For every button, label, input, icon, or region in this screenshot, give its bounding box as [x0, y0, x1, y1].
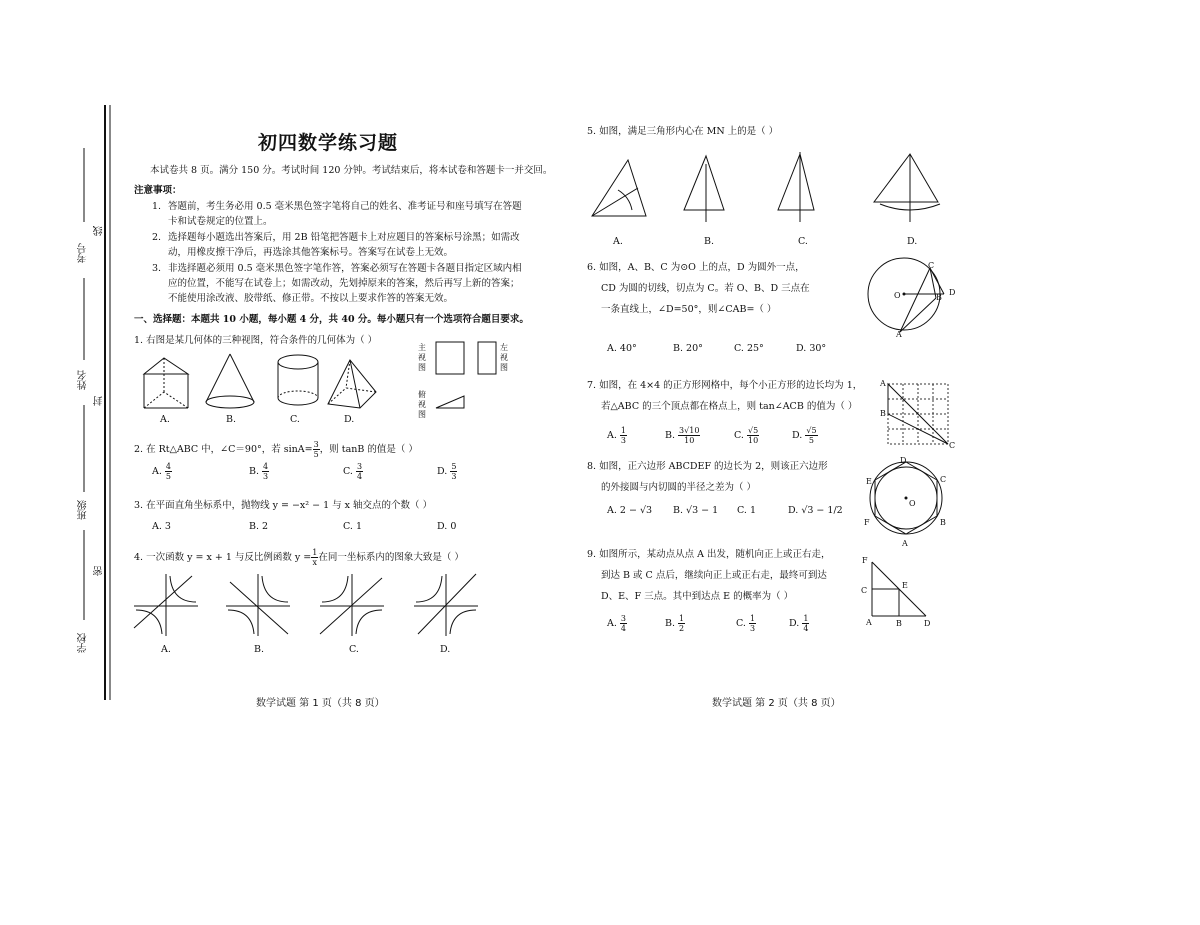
q7-option-c-num: √5: [747, 426, 759, 435]
q2-option-a-num: 4: [165, 462, 172, 471]
q5-option-c: C.: [798, 236, 808, 247]
q3-option-d: D. 0: [437, 521, 457, 532]
q2-option-d: [437, 462, 457, 481]
q2-option-b-fraction: [262, 462, 269, 481]
q2-option-b-den: 3: [263, 472, 269, 481]
q6-label-a: A: [896, 330, 902, 339]
binding-char-seal: 封: [94, 396, 105, 406]
q2-option-d-den: 3: [451, 472, 457, 481]
q8-hexagon-figure: [868, 458, 948, 538]
footer-page-2: 数学试题 第 2 页（共 8 页）: [712, 698, 841, 709]
note-2-line2: 动，用橡皮擦干净后，再选涂其他答案标号。答案写在试卷上无效。: [168, 247, 454, 258]
q1-stem: 1. 右图是某几何体的三种视图，符合条件的几何体为（ ）: [134, 335, 378, 346]
q8-label-d: D: [900, 456, 907, 465]
q9-option-a-den: 4: [620, 624, 627, 633]
q2-stem-a: 2. 在 Rt△ABC 中，∠C＝90°，若 sinA=: [134, 444, 313, 455]
q4-frac-numerator: 1: [312, 548, 318, 557]
q7-option-a-fraction: [620, 426, 627, 445]
q9-option-c: [736, 614, 756, 633]
q8-label-e: E: [866, 477, 872, 486]
q7-option-b-fraction: [678, 426, 700, 445]
q7-option-b-den: 10: [684, 436, 695, 445]
q9-option-d-label: D.: [789, 618, 800, 629]
q4-graph-a: [134, 574, 198, 636]
q9-line-1: 9. 如图所示，某动点从点 A 出发，随机向正上或正右走，: [587, 549, 831, 560]
q7-option-d-num: √5: [806, 426, 817, 435]
q7-option-d-label: D.: [792, 430, 803, 441]
q4-option-c: C.: [349, 644, 359, 655]
q5-stem: 5. 如图，满足三角形内心在 MN 上的是（ ）: [587, 126, 779, 137]
q9-option-a-num: 3: [620, 614, 627, 623]
q9-line-3: D、E、F 三点。其中到达点 E 的概率为（ ）: [601, 591, 794, 602]
q5-figure-b: [684, 156, 724, 222]
q2-option-b-num: 4: [263, 462, 269, 471]
q9-label-c: C: [861, 586, 868, 595]
q3-option-b: B. 2: [249, 521, 269, 532]
q6-line-2: CD 为圆的切线，切点为 C。若 O、B、D 三点在: [601, 283, 810, 294]
q5-figure-c: [778, 152, 814, 222]
q1-front-view-label: 主视图: [418, 343, 426, 372]
q5-figure-a: [592, 160, 646, 216]
q9-option-b-den: 2: [679, 624, 685, 633]
q6-line-1: 6. 如图，A、B、C 为⊙O 上的点，D 为圆外一点，: [587, 262, 805, 273]
q2-frac-numerator: 3: [313, 440, 319, 449]
q9-option-d-fraction: [802, 614, 809, 633]
q9-option-a-label: A.: [607, 618, 617, 629]
q9-option-d-den: 4: [803, 624, 809, 633]
q9-option-c-num: 1: [749, 614, 756, 623]
q9-label-f: F: [862, 556, 868, 565]
page-title: 初四数学练习题: [258, 132, 399, 154]
q8-option-d: D. √3 − 1/2: [788, 505, 843, 516]
q9-option-a-fraction: [620, 614, 627, 633]
binding-char-line: 线: [94, 226, 105, 236]
q7-label-a: A: [880, 379, 886, 388]
note-1-line1: 答题前，考生务必用 0.5 毫米黑色签字笔将自己的姓名、准考证号和座号填写在答题: [168, 201, 522, 212]
q2-option-a-den: 5: [165, 472, 172, 481]
q9-path-figure: [866, 556, 936, 622]
q5-triangles-figure: [588, 146, 958, 228]
note-3-line1: 非选择题必须用 0.5 毫米黑色签字笔作答，答案必须写在答题卡各题目指定区域内相: [168, 263, 522, 274]
q7-option-b-label: B.: [665, 430, 676, 441]
q8-line-2: 的外接圆与内切圆的半径之差为（ ）: [601, 482, 757, 493]
q2-option-b: [249, 462, 269, 481]
q2-option-a-fraction: [165, 462, 172, 481]
q9-option-d-num: 1: [803, 614, 809, 623]
q9-option-b: [665, 614, 685, 633]
q2-option-c-label: C.: [343, 466, 353, 477]
q2-stem: [134, 440, 418, 459]
q2-option-c: [343, 462, 363, 481]
name-label: 姓名: [78, 370, 89, 390]
q7-option-b: [665, 426, 700, 445]
note-1-num: 1.: [152, 201, 162, 212]
q8-option-a: A. 2 − √3: [607, 505, 653, 516]
q9-label-a: A: [866, 618, 872, 627]
school-label: 学校: [78, 633, 89, 653]
q8-label-c: C: [940, 475, 947, 484]
q3-stem: 3. 在平面直角坐标系中，抛物线 y = −x² − 1 与 x 轴交点的个数（ ）: [134, 500, 433, 511]
q8-label-o: O: [909, 499, 916, 508]
q6-option-c: C. 25°: [734, 343, 764, 354]
q7-option-a-label: A.: [607, 430, 617, 441]
q8-label-f: F: [864, 518, 870, 527]
q2-option-d-label: D.: [437, 466, 448, 477]
q1-solids-figure: [138, 352, 378, 414]
q9-label-d: D: [924, 619, 931, 628]
q6-option-a: A. 40°: [607, 343, 637, 354]
q7-option-a-den: 3: [620, 436, 627, 445]
exam-number-label: 考号: [78, 243, 89, 263]
q6-option-b: B. 20°: [673, 343, 703, 354]
q2-option-a: [152, 462, 172, 481]
notes-heading: 注意事项：: [134, 185, 182, 196]
q7-option-c: [734, 426, 759, 445]
q7-option-a-num: 1: [620, 426, 627, 435]
note-3-line2: 应的位置，不能写在试卷上；如需改动，先划掉原来的答案，然后再写上新的答案；: [168, 278, 520, 289]
q5-figure-d: [874, 154, 940, 222]
q4-stem: [134, 548, 464, 567]
q7-option-d: [792, 426, 818, 445]
footer-page-1: 数学试题 第 1 页（共 8 页）: [256, 698, 385, 709]
q8-label-b: B: [940, 518, 946, 527]
q7-label-b: B: [880, 409, 886, 418]
q8-option-c: C. 1: [737, 505, 757, 516]
q6-option-d: D. 30°: [796, 343, 827, 354]
q6-line-3: 一条直线上，∠D=50°，则∠CAB=（ ）: [601, 304, 777, 315]
q7-option-c-fraction: [747, 426, 759, 445]
note-3-line3: 不能使用涂改液、胶带纸、修正带。不按以上要求作答的答案无效。: [168, 293, 454, 304]
q9-option-c-fraction: [749, 614, 756, 633]
q4-stem-a: 4. 一次函数 y = x + 1 与反比例函数 y =: [134, 552, 312, 563]
exam-intro: 本试卷共 8 页。满分 150 分。考试时间 120 分钟。考试结束后，将本试卷和答题卡一并交回。: [150, 165, 553, 176]
q3-option-a: A. 3: [152, 521, 171, 532]
q9-option-c-label: C.: [736, 618, 746, 629]
q4-stem-b: 在同一坐标系内的图象大致是（ ）: [318, 552, 464, 563]
q7-option-d-fraction: [805, 426, 817, 445]
q2-stem-b: ，则 tanB 的值是（ ）: [319, 444, 418, 455]
q4-option-d: D.: [440, 644, 451, 655]
q1-option-c: C.: [290, 414, 300, 425]
q8-option-b: B. √3 − 1: [673, 505, 719, 516]
q1-option-d: D.: [344, 414, 355, 425]
q2-option-c-fraction: [356, 462, 363, 481]
q4-graphs-figure: [132, 572, 492, 638]
q6-label-o: O: [894, 291, 901, 300]
q3-option-c: C. 1: [343, 521, 363, 532]
q7-option-b-num: 3√10: [679, 426, 700, 435]
q5-option-d: D.: [907, 236, 918, 247]
q2-option-b-label: B.: [249, 466, 260, 477]
q2-option-c-den: 4: [356, 472, 363, 481]
q2-option-c-num: 3: [356, 462, 363, 471]
q9-option-b-num: 1: [679, 614, 685, 623]
q9-option-b-label: B.: [665, 618, 676, 629]
note-3-num: 3.: [152, 263, 162, 274]
section-heading: 一、选择题：本题共 10 小题，每小题 4 分，共 40 分。每小题只有一个选项符合题目要求。: [134, 314, 529, 325]
note-2-line1: 选择题每小题选出答案后，用 2B 铅笔把答题卡上对应题目的答案标号涂黑；如需改: [168, 232, 520, 243]
q2-option-d-num: 5: [451, 462, 457, 471]
q4-graph-c: [320, 574, 384, 636]
q4-option-a: A.: [161, 644, 171, 655]
q7-option-a: [607, 426, 627, 445]
q9-option-c-den: 3: [749, 624, 756, 633]
q9-line-2: 到达 B 或 C 点后，继续向正上或正右走，最终可到达: [601, 570, 827, 581]
q6-label-d: D: [949, 288, 956, 297]
class-label: 班级: [78, 500, 89, 520]
q1-left-view-label: 左视图: [500, 343, 508, 372]
q9-option-b-fraction: [678, 614, 685, 633]
q8-line-1: 8. 如图，正六边形 ABCDEF 的边长为 2，则该正六边形: [587, 461, 828, 472]
binding-lines: [0, 0, 140, 925]
q1-option-b: B.: [226, 414, 237, 425]
q7-line-2: 若△ABC 的三个顶点都在格点上，则 tan∠ACB 的值为（ ）: [601, 401, 858, 412]
q9-option-d: [789, 614, 809, 633]
note-2-num: 2.: [152, 232, 162, 243]
q4-graph-d: [414, 574, 478, 636]
q7-grid-figure: [884, 380, 954, 446]
q7-option-c-den: 10: [747, 436, 759, 445]
q5-option-a: A.: [613, 236, 623, 247]
q4-frac-denominator: x: [312, 558, 318, 567]
q7-option-c-label: C.: [734, 430, 744, 441]
q7-label-c: C: [949, 441, 956, 450]
q9-label-b: B: [896, 619, 902, 628]
q7-option-d-den: 5: [808, 436, 814, 445]
q2-frac-denominator: 5: [313, 450, 319, 459]
q1-top-view-label: 俯视图: [418, 390, 426, 419]
q1-option-a: A.: [160, 414, 170, 425]
q7-line-1: 7. 如图，在 4×4 的正方形网格中，每个小正方形的边长均为 1，: [587, 380, 863, 391]
q6-label-c: C: [928, 261, 935, 270]
q5-option-b: B.: [704, 236, 715, 247]
q8-label-a: A: [902, 539, 908, 548]
q2-option-d-fraction: [450, 462, 457, 481]
q9-option-a: [607, 614, 627, 633]
note-1-line2: 卡和试卷规定的位置上。: [168, 216, 273, 227]
q4-option-b: B.: [254, 644, 265, 655]
q2-option-a-label: A.: [152, 466, 162, 477]
binding-char-secret: 密: [94, 566, 105, 576]
q9-label-e: E: [902, 581, 908, 590]
q4-graph-b: [226, 574, 290, 636]
q2-stem-fraction: [313, 440, 320, 459]
q6-label-b: B: [936, 293, 942, 302]
